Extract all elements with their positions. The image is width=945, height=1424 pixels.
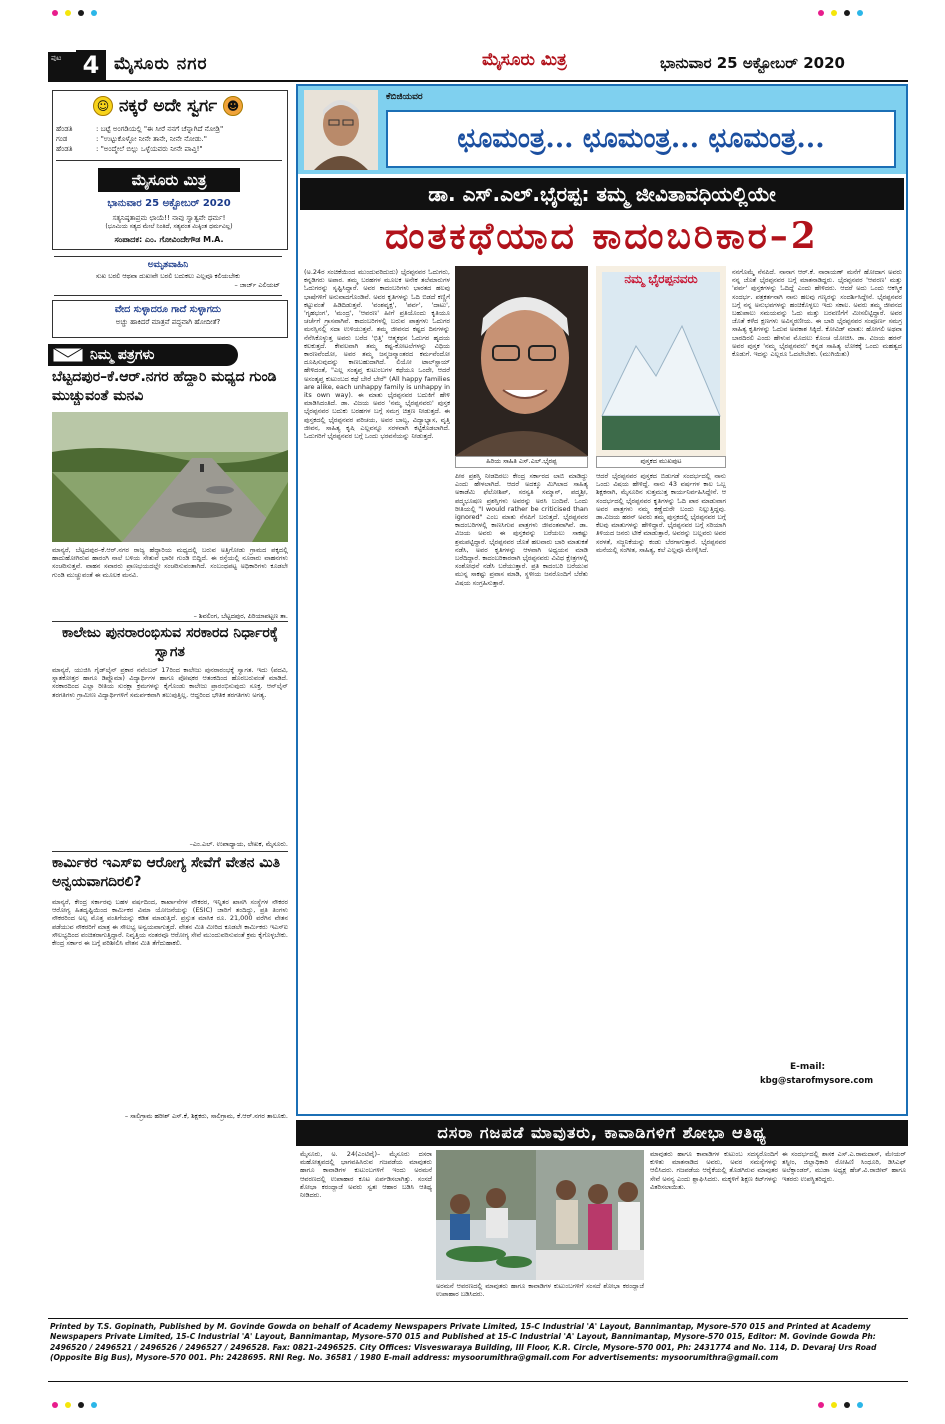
feast-photo-image	[436, 1150, 536, 1280]
article-text: ಪೀಠ ಪ್ರಶಸ್ತಿ ನೀಡದಿರಲು ಕೇಂದ್ರ ಸರ್ಕಾರದ ಲಾಬಿ ಮಾಡಿದ್ದು ಎಂದು ಹೇಳಲಾಗಿದೆ. ಆದರೆ ಅದಕ್ಕೂ ಮಿಗಿಲಾದ ಸಾಹಿತ್ಯ ಅಕಾಡೆಮಿ ಫೆಲೋಶಿಪ್, ಸರಸ್ವತಿ ಸಮ್ಮಾನ್, ಪದ್ಮಶ್ರೀ, ಪದ್ಮಭೂಷಣ ಪ್ರಶಸ್ತಿಗಳು ಅವರನ್ನು ಅರಸಿ ಬಂದಿವೆ. ಒಂದು ರೀತಿಯಲ್ಲಿ "I would rather be criticised than ignored" ಎಂಬ ಮಾತು ನೆನಪಿಗೆ ಬರುತ್ತದೆ. ಭೈರಪ್ಪನವರ ಕಾದಂಬರಿಗಳಲ್ಲಿ ಕಾಣಸಿಗುವ ಪಾತ್ರಗಳು ಜೀವಂತವಾಗಿವೆ. ಡಾ. ವಿಜಯ ಅವರು ಈ ಪುಸ್ತಕವನ್ನು ಬರೆಯಲು ಸಾಕಷ್ಟು ಶ್ರಮಪಟ್ಟಿದ್ದಾರೆ. ಭೈರಪ್ಪನವರ ಜೊತೆ ಹಲವಾರು ಬಾರಿ ಮಾತುಕತೆ ನಡೆಸಿ, ಅವರ ಕೃತಿಗಳನ್ನು ಆಳವಾಗಿ ಅಧ್ಯಯನ ಮಾಡಿ ಬರೆದಿದ್ದಾರೆ. ಕಾದಂಬರಿಕಾರರಾಗಿ ಭೈರಪ್ಪನವರು ವಿವಿಧ ಕ್ಷೇತ್ರಗಳಲ್ಲಿ ಸಂಶೋಧನೆ ನಡೆಸಿ ಬರೆಯುತ್ತಾರೆ. ಪ್ರತಿ ಕಾದಂಬರಿ ಬರೆಯುವ ಮುನ್ನ ಸಾಕಷ್ಟು ಪ್ರವಾಸ ಮಾಡಿ, ಸ್ಥಳೀಯ ಜನರೊಂದಿಗೆ ಬೆರೆತು ವಿಷಯ ಸಂಗ್ರಹಿಸುತ್ತಾರೆ.	[455, 472, 588, 587]
letter-signature: – ಸಾಲಿಗ್ರಾಮ ಹರೀಶ್ ಎಸ್.ಕೆ, ಶಿಕ್ಷಕರು, ಸಾಲಿಗ್ರಾಮ, ಕೆ.ಆರ್.ನಗರ ತಾಲೂಕು.	[124, 1112, 288, 1120]
letters-banner-text: ನಿಮ್ಮ ಪತ್ರಗಳು	[90, 347, 155, 363]
cyan-dot	[91, 10, 97, 16]
laughing-face-icon: ☺	[93, 96, 113, 116]
black-dot	[78, 1402, 84, 1408]
letter-body: ಮಾನ್ಯರೆ, ಕೇಂದ್ರ ಸರ್ಕಾರವು ಬಹಳ ವರ್ಷದಿಂದ, ಕಾರ್ಖಾನೆಗಳ ನೌಕರರ, ಇನ್ನಿತರ ಖಾಸಗಿ ಸಂಸ್ಥೆಗಳ ನೌಕರರ ಆರೋಗ್ಯ ಹಿತದೃಷ್ಟಿಯಿಂದ ಕಾರ್ಮಿಕರ ವಿಮಾ ಯೋಜನೆಯನ್ನು (ESIC) ಜಾರಿಗೆ ತಂದಿದ್ದು, ಪ್ರತಿ ತಿಂಗಳು ನೌಕರರಿಂದ ಅಲ್ಪ ಮೊತ್ತ ವಂತಿಗೆಯನ್ನು ಕಡಿತ ಮಾಡುತ್ತಿದೆ. ಪ್ರಸ್ತುತ ಮಾಸಿಕ ರೂ. 21,000 ವರೆಗಿನ ವೇತನ ಪಡೆಯುವ ನೌಕರರಿಗೆ ಮಾತ್ರ ಈ ಸೌಲಭ್ಯ ಅನ್ವಯವಾಗುತ್ತದೆ. ವೇತನ ಮಿತಿ ಮೀರಿದ ಕೂಡಲೇ ಕಾರ್ಮಿಕರು ಇಎಸ್ಐ ಸೌಲಭ್ಯದಿಂದ ವಂಚಿತರಾಗುತ್ತಿದ್ದಾರೆ. ನಿವೃತ್ತಿಯ ನಂತರವೂ ಆರೋಗ್ಯ ಸೇವೆ ಮುಂದುವರಿಸುವಂತೆ ಕ್ರಮ ಕೈಗೊಳ್ಳಬೇಕು. ಕೇಂದ್ರ ಸರ್ಕಾರ ಈ ಬಗ್ಗೆ ಪರಿಶೀಲಿಸಿ ವೇತನ ಮಿತಿ ತೆಗೆದುಹಾಕಲಿ.	[52, 898, 288, 948]
imprint-text: Printed by T.S. Gopinath, Published by M. Govinde Gowda on behalf of Academy Newspapers Private Limited, 15-C Industrial 'A' Layout, Bannimantap, Mysore-570 015 and Printed at Academy Newspapers Private Limited, 15-C Industrial 'A' Layout, Bannimantap, Mysore-570 015 and Published at 15-C Industrial 'A' Layout, Bannimantap, Mysore-570 015, Editor: M. Govinde Gowda Ph: 2496520 / 2496521 / 2496526 / 2496527 / 2496528. Fax: 0821-2496525. City Offices: Visveswaraya Building, III Floor, K.R. Circle, Mysore-570 001, Ph: 2431774 and No. 114, D. Devaraj Urs Road (Opposite Big Bus), Mysore-570 001. Ph: 2428695. RNI Reg. No. 36581 / 1980 E-mail address: mysoorumithra@gmail.com For advertisements: mysoorumithra@gmail.com	[50, 1322, 877, 1363]
magenta-dot	[52, 10, 58, 16]
dialogue-text: : ಬಟ್ಟೆ ಅಂಗಡಿಯಲ್ಲಿ "ಈ ಸೀರೆ ನನಗೆ ಚೆನ್ನಾಗಿದೆ ನೋಡ್ರಿ"	[96, 125, 224, 133]
yellow-dot	[65, 1402, 71, 1408]
book-cover-image	[596, 266, 726, 456]
dialogue-line	[56, 134, 282, 144]
nakkare-dialogue	[56, 124, 282, 154]
letter-headline: ಕಾಲೇಜು ಪುನರಾರಂಭಿಸುವ ಸರಕಾರದ ನಿರ್ಧಾರಕ್ಕೆ ಸ್ವಾಗತ	[62, 625, 278, 660]
letter-body: ಮಾನ್ಯರೆ, ಬೆಟ್ಟದಪುರ–ಕೆ.ಆರ್.ನಗರ ರಾಜ್ಯ ಹೆದ್ದಾರಿಯ ಮಧ್ಯದಲ್ಲಿ ಬರುವ ಅತ್ತಿಗೋಡು ಗ್ರಾಮದ ಪಕ್ಕದಲ್ಲಿ ಹಾದುಹೋಗಿರುವ ಹಾರಂಗಿ ನಾಲೆ ಬಳಿಯ ಸೇತುವೆ ಭಾರೀ ಗುಂಡಿ ಬಿದ್ದಿದೆ. ಈ ರಸ್ತೆಯಲ್ಲಿ ನೂರಾರು ವಾಹನಗಳು ಸಂಚರಿಸುತ್ತವೆ. ವಾಹನ ಸವಾರರು ಪ್ರಾಣಭಯದಲ್ಲೇ ಸಂಚರಿಸುವಂತಾಗಿದೆ. ಸಂಬಂಧಪಟ್ಟ ಅಧಿಕಾರಿಗಳು ಕೂಡಲೇ ಗುಂಡಿ ಮುಚ್ಚುವಂತೆ ಈ ಮೂಲಕ ಮನವಿ.	[52, 546, 288, 579]
road-photo-image	[52, 412, 288, 542]
dialogue-text: : "ಉಟ್ಟುಕೊಳ್ಳೋ ನೀನೇ ತಾನೇ, ನೀನೇ ನೋಡು."	[96, 135, 207, 143]
dasara-text: ಮಾವುತರು ಹಾಗೂ ಕಾವಾಡಿಗಳ ಕುಟುಂಬ ಸದಸ್ಯರೊಂದಿಗೆ ಕುಳಿತು ಮಾತನಾಡಿದ ಅವರು, ಅವರ ಸಮಸ್ಯೆಗಳನ್ನು ಆಲಿಸಿದರು. ಗಜಪಡೆಯ ಆರೈಕೆಯಲ್ಲಿ ತೊಡಗಿರುವ ಮಾವುತರ ಸೇವೆ ಅನನ್ಯ ಎಂದು ಶ್ಲಾಘಿಸಿದರು. ಮಕ್ಕಳಿಗೆ ಶಿಕ್ಷಣ ಕಿಟ್‌ಗಳನ್ನು ವಿತರಿಸಲಾಯಿತು.	[650, 1150, 778, 1191]
issue-date: ಭಾನುವಾರ 25 ಅಕ್ಟೋಬರ್ 2020	[660, 54, 845, 72]
editor-line: ಸಂಪಾದಕ: ಎಂ. ಗೋವಿಂದೇಗೌಡ M.A.	[114, 235, 224, 244]
nakkare-title	[54, 96, 282, 120]
author-portrait-image	[455, 266, 588, 456]
amrita-title: ಅಮೃತವಾಹಿನಿ	[147, 260, 189, 270]
mini-masthead-tagline: ಸತ್ಯನಿಷ್ಠತಾಪ್ರಮ ಛಾಯೆ!! ನಾವು ಸ್ವಾತ್ವವೇ ಧರ್ಮ!	[112, 214, 226, 222]
serving-photo-image	[536, 1150, 644, 1280]
article-text: ನನಗೊಮ್ಮೆ ನೆನಪಿದೆ. ನಾನಾಗ ಆರ್.ಕೆ. ನಾರಾಯಣ್ ಮನೆಗೆ ಹೋದಾಗ ಅವರು ನನ್ನ ಜೊತೆ ಭೈರಪ್ಪನವರ ಬಗ್ಗೆ ಮಾತನಾಡಿದ್ದರು. ಭೈರಪ್ಪನವರ 'ಆವರಣ' ಮತ್ತು 'ಪರ್ವ' ಪುಸ್ತಕಗಳನ್ನು ಓದಿದ್ದೆ ಎಂದು ಹೇಳಿದರು. ಆದರೆ ಅದು ಒಂದು ಆಕಸ್ಮಿಕ ಸಂದರ್ಭ. ಪತ್ರಕರ್ತನಾಗಿ ನಾನು ಹಲವು ಗಣ್ಯರನ್ನು ಸಂದರ್ಶಿಸಿದ್ದೇನೆ. ಭೈರಪ್ಪನವರ ಬಗ್ಗೆ ನನ್ನ ಅನುಭವಗಳನ್ನು ಹಂಚಿಕೊಳ್ಳಲು ಇದು ಸಕಾಲ. ಅವರು ತಮ್ಮ ಜೀವನದ ಬಹುಪಾಲು ಸಮಯವನ್ನು ಓದು ಮತ್ತು ಬರವಣಿಗೆಗೆ ಮೀಸಲಿಟ್ಟಿದ್ದಾರೆ. ಅವರ ಜೊತೆ ಕಳೆದ ಕ್ಷಣಗಳು ಅವಿಸ್ಮರಣೀಯ. ಈ ಬಾರಿ ಭೈರಪ್ಪನವರ ಸಂಪೂರ್ಣ ಸಮಗ್ರ ಸಾಹಿತ್ಯ ಕೃತಿಗಳನ್ನು ಓದುವ ಅವಕಾಶ ಸಿಕ್ಕಿದೆ. ಕೋವಿಡ್ ಮಾತು: ಹೋಗಲಿ ಅಥವಾ ಬಾರದಿರಲಿ ಎಂದು ಹೇಳುವ ಮೊದಲು ಕೊಂಚ ಯೋಚಿಸಿ. ಡಾ. ವಿಜಯ ಹರನ್ ಅವರ ಪುಸ್ತಕ 'ನಮ್ಮ ಭೈರಪ್ಪನವರು' ಕನ್ನಡ ಸಾಹಿತ್ಯ ಲೋಕಕ್ಕೆ ಒಂದು ಮಹತ್ವದ ಕೊಡುಗೆ. ಇದನ್ನು ಎಲ್ಲರೂ ಓದಲೇಬೇಕು. (ಮುಗಿಯಿತು)	[732, 268, 902, 359]
columnist-photo	[304, 90, 378, 170]
feature-subheadline: ದಂತಕಥೆಯಾದ ಕಾದಂಬರಿಕಾರ–2	[385, 215, 819, 257]
dasara-photo-caption: ಅರಮನೆ ಆವರಣದಲ್ಲಿ ಮಾವುತರು ಹಾಗೂ ಕಾವಾಡಿಗಳ ಕುಟುಂಬಗಳಿಗೆ ಸಂಸದೆ ಶೋಭಾ ಕರಂದ್ಲಾಜೆ ಉಪಾಹಾರ ಬಡಿಸಿದರು.	[436, 1282, 644, 1299]
imprint-footer	[48, 1318, 908, 1382]
article-column-4	[732, 268, 902, 1028]
letter-headline: ಬೆಟ್ಟದಪುರ–ಕೆ.ಆರ್.ನಗರ ಹೆದ್ದಾರಿ ಮಧ್ಯದ ಗುಂಡಿ ಮುಚ್ಚುವಂತೆ ಮನವಿ	[52, 369, 277, 404]
veda-title: ವೇದ ಸುಳ್ಳಾದರೂ ಗಾದೆ ಸುಳ್ಳಾಗದು	[114, 304, 222, 315]
feature-headline: ಡಾ. ಎಸ್.ಎಲ್.ಭೈರಪ್ಪ: ತಮ್ಮ ಜೀವಿತಾವಧಿಯಲ್ಲಿಯೇ	[300, 178, 904, 210]
mini-masthead-subtag: (ಭೂಮಿಯ ಸತ್ಯದ ಮೇಲೆ ನಿಂತಿದೆ, ಸತ್ಯವಂತ ಮಿಕ್ಕಿಂತ ಧರ್ಮವಿಲ್ಲ)	[105, 223, 233, 230]
article-column-1	[304, 268, 450, 1084]
yellow-dot	[831, 10, 837, 16]
author-email-link[interactable]: kbg@starofmysore.com	[760, 1076, 874, 1086]
article-text: ಆದರೆ ಭೈರಪ್ಪನವರ ಪುಸ್ತಕದ ಬಿಡುಗಡೆ ಸಂದರ್ಭದಲ್ಲಿ ನಾನು ಒಂದು ವಿಷಯ ಹೇಳಿದ್ದೆ. ನಾನು 43 ವರ್ಷಗಳ ಕಾಲ ಒಬ್ಬ ಶಿಕ್ಷಕನಾಗಿ, ಮೈಸೂರಿನ ಸುತ್ತಮುತ್ತ ಕಾರ್ಯನಿರ್ವಹಿಸಿದ್ದೇನೆ. ಆ ಸಂದರ್ಭದಲ್ಲಿ ಭೈರಪ್ಪನವರ ಕೃತಿಗಳನ್ನು ಓದಿ ಪಾಠ ಮಾಡುವಾಗ ಅವರ ಪಾತ್ರಗಳು ನಮ್ಮ ಕಣ್ಣೆದುರೇ ಬಂದು ನಿಲ್ಲುತ್ತಿದ್ದವು. ಡಾ.ವಿಜಯ ಹರನ್ ಅವರು ತಮ್ಮ ಪುಸ್ತಕದಲ್ಲಿ ಭೈರಪ್ಪನವರ ಬಗ್ಗೆ ಕೆಲವು ಮಾತುಗಳನ್ನು ಹೇಳಿದ್ದಾರೆ. ಭೈರಪ್ಪನವರ ಬಗ್ಗೆ ಸರಿಯಾಗಿ ತಿಳಿಯದ ಜನರು ಟೀಕೆ ಮಾಡುತ್ತಾರೆ, ಅವರನ್ನು ಬಲ್ಲವರು ಅವರ ಸರಳತೆ, ಸಜ್ಜನಿಕೆಯನ್ನು ಕಂಡು ಬೆರಗಾಗುತ್ತಾರೆ. ಭೈರಪ್ಪನವರ ಮನೆಯಲ್ಲಿ ಸಂಗೀತ, ಸಾಹಿತ್ಯ, ಕಲೆ ಎಲ್ಲವೂ ಮೇಳೈಸಿದೆ.	[596, 472, 726, 554]
portrait-caption: ಹಿರಿಯ ಸಾಹಿತಿ ಎಸ್.ಎಲ್.ಭೈರಪ್ಪ	[455, 456, 588, 468]
book-cover-photo	[596, 266, 726, 456]
black-dot	[78, 10, 84, 16]
black-dot	[844, 1402, 850, 1408]
page-label: ಪುಟ	[48, 52, 76, 80]
registration-marks	[52, 1402, 97, 1408]
letter-headline: ಕಾರ್ಮಿಕರ ಇಎಸ್ಐ ಆರೋಗ್ಯ ಸೇವೆಗೆ ವೇತನ ಮಿತಿ ಅನ್ವಯವಾಗದಿರಲಿ?	[52, 855, 281, 890]
road-pothole-photo	[52, 412, 288, 542]
dialogue-text: : "ಅಂದ್ಮೇಲೆ ಬಿಲ್ಲು ಒಳ್ಳೆಯವರು ನೀನೇ ಪಾವ್ತಿ!"	[96, 145, 203, 153]
email-label: E-mail:	[790, 1062, 826, 1072]
speaker: ಗಂಡ	[56, 135, 68, 143]
columnist-label: ಕೆಬಿಜಿಯವರ	[386, 92, 423, 102]
dialogue-line	[56, 124, 282, 134]
magenta-dot	[52, 1402, 58, 1408]
dasara-text: ಈ ಸಂದರ್ಭದಲ್ಲಿ ಶಾಸಕ ಎಸ್.ಎ.ರಾಮದಾಸ್, ಮೇಯರ್ ತಸ್ನೀಂ, ಜಿಲ್ಲಾಧಿಕಾರಿ ರೋಹಿಣಿ ಸಿಂಧೂರಿ, ಡಿಸಿಎಫ್ ಅಲೆಕ್ಸಾಂಡರ್, ಮುಡಾ ಅಧ್ಯಕ್ಷ ಹೆಚ್.ವಿ.ರಾಜೀವ್ ಹಾಗೂ ಇತರರು ಉಪಸ್ಥಿತರಿದ್ದರು.	[782, 1150, 906, 1183]
veda-text: ಅಚ್ಚು ಹಾಕಿದರೆ ಮಾತ್ರವೆ ಪದ್ಧವಾಗಿ ಹೋದೀತೆ?	[115, 318, 221, 326]
registration-marks	[818, 1402, 863, 1408]
dialogue-line	[56, 144, 282, 154]
divider	[56, 160, 282, 161]
divider	[52, 621, 288, 622]
mini-masthead-date: ಭಾನುವಾರ 25 ಅಕ್ಟೋಬರ್ 2020	[107, 198, 231, 209]
registration-marks	[818, 10, 863, 16]
amrita-quote: ಸುಖ ಬರಲಿ ಆಥವಾ ದುಖಃವೇ ಬರಲಿ ಬದುಕಲು ಎಲ್ಲವೂ ಕಲಿಯಬೇಕು	[95, 272, 241, 280]
cyan-dot	[91, 1402, 97, 1408]
cyan-dot	[857, 1402, 863, 1408]
article-column-3	[596, 472, 726, 1064]
letter-signature: – ಶಿವಲಿಂಗ, ಬೆಟ್ಟದಪುರ, ಪಿರಿಯಾಪಟ್ಟಣ ತಾ.	[193, 612, 288, 620]
dasara-headline: ದಸರಾ ಗಜಪಡೆ ಮಾವುತರು, ಕಾವಾಡಿಗಳಿಗೆ ಶೋಭಾ ಆತಿಥ್ಯ	[296, 1120, 908, 1146]
letter-signature: –ಎಂ.ಎಲ್. ಉಪಾಧ್ಯಾಯ, ಲೇಖಕ, ಮೈಸೂರು.	[189, 840, 288, 848]
cartoon-face-icon: ☻	[223, 96, 243, 116]
envelope-icon	[52, 346, 86, 364]
newspaper-logo: ಮೈಸೂರು ಮಿತ್ರ	[482, 50, 567, 70]
divider	[52, 851, 288, 852]
letter-body: ಮಾನ್ಯರೆ, ಯುಜಿಸಿ ಗೈಡ್‌ಲೈನ್ ಪ್ರಕಾರ ನವೆಂಬರ್ 17ರಿಂದ ಕಾಲೇಜು ಪುನರಾರಂಭಕ್ಕೆ ಸ್ವಾಗತ. ಇದು (ಪದವಿ, ಸ್ನಾತಕೋತ್ತರ ಹಾಗೂ ಡಿಪ್ಲೊಮಾ) ವಿದ್ಯಾರ್ಥಿಗಳ ಹಾಗೂ ಪೋಷಕರ ಆತಂಕದಿಂದ ಹೊರಬರುವಂತೆ ಮಾಡಿದೆ. ಸರಕಾರದಿಂದ ಎಲ್ಲಾ ರೀತಿಯ ಸುರಕ್ಷಾ ಕ್ರಮಗಳನ್ನು ಕೈಗೊಂಡು ಕಾಲೇಜು ಪ್ರಾರಂಭಿಸುವುದು ಸೂಕ್ತ. ಆನ್‌ಲೈನ್ ತರಗತಿಗಳು ಗ್ರಾಮೀಣ ವಿದ್ಯಾರ್ಥಿಗಳಿಗೆ ಸಮರ್ಪಕವಾಗಿ ತಲುಪುತ್ತಿಲ್ಲ. ಆದ್ದರಿಂದ ಭೌತಿಕ ತರಗತಿಗಳು ಅಗತ್ಯ.	[52, 666, 288, 699]
amrita-author: – ಜಾರ್ಜ್ ಎಲಿಯಟ್	[234, 281, 280, 289]
book-cover-caption: ಪುಸ್ತಕದ ಮುಖಪುಟ	[596, 456, 726, 468]
columnist-portrait	[304, 90, 378, 170]
speaker: ಹೆಂಡತಿ	[56, 125, 73, 133]
speaker: ಹೆಂಡತಿ	[56, 145, 73, 153]
author-portrait-photo	[455, 266, 588, 456]
section-title: ಮೈಸೂರು ನಗರ	[114, 54, 208, 74]
cyan-dot	[857, 10, 863, 16]
mini-masthead-logo: ಮೈಸೂರು ಮಿತ್ರ	[98, 168, 240, 192]
dasara-photo-serving	[536, 1150, 644, 1280]
article-text: (ಅ.24ರ ಸಂಚಿಕೆಯಿಂದ ಮುಂದುವರಿದುದು) ಭೈರಪ್ಪನವರ ಓದುಗರು, ಕನ್ನಡಿಗರು ಅಪಾರ. ತಮ್ಮ ಬರಹಗಳ ಮೂಲಕ ಅನೇಕ ತಲೆಮಾರುಗಳ ಓದುಗರನ್ನು ಸೃಷ್ಟಿಸಿದ್ದಾರೆ. ಅವರ ಕಾದಂಬರಿಗಳು ಭಾರತದ ಹಲವು ಭಾಷೆಗಳಿಗೆ ಅನುವಾದಗೊಂಡಿವೆ. ಅವರ ಕೃತಿಗಳನ್ನು ಓದಿ ಬಿಡದೆ ಕಣ್ಣಿಗೆ ಕಟ್ಟುವಂತೆ ಹಿಡಿದಿಡುತ್ತವೆ. 'ವಂಶವೃಕ್ಷ', 'ಪರ್ವ', 'ದಾಟು', 'ಗೃಹಭಂಗ', 'ಮಂದ್ರ', 'ಆವರಣ' ಹೀಗೆ ಪ್ರತಿಯೊಂದು ಕೃತಿಯೂ ಚರ್ಚೆಗೆ ಗ್ರಾಸವಾಗಿವೆ. ಕಾದಂಬರಿಗಳಲ್ಲಿ ಬರುವ ಪಾತ್ರಗಳು ಓದುಗರ ಮನಸ್ಸಿನಲ್ಲಿ ಸದಾ ಉಳಿಯುತ್ತವೆ. ತಮ್ಮ ಜೀವನದ ಕಷ್ಟದ ದಿನಗಳನ್ನು ನೆನೆಸಿಕೊಳ್ಳುತ್ತ ಅವರು ಬರೆದ 'ಭಿತ್ತಿ' ಆತ್ಮಕಥನ ಓದುಗರ ಹೃದಯ ಕಲಕುತ್ತದೆ. ಕೇವಲವಾಗಿ ತಮ್ಮ ಕಷ್ಟ-ಕೋಟಲೆಗಳನ್ನು ವಿಧಿಯ ಕಾರಣವೆಂದೋ, ಅವರ ತಮ್ಮ ಜನ್ಮಜನ್ಮಾಂತರದ ಕರ್ಮವೆಂದೋ ದೂಷಿಸುವುದನ್ನು ಕಾಣಬಹುದಾಗಿದೆ. ಲಿಯೋ ಟಾಲ್‌ಸ್ಟಾಯ್ ಹೇಳಿದಂತೆ, "ಎಲ್ಲ ಸಂತೃಪ್ತ ಕುಟುಂಬಗಳ ಕಥೆಯೂ ಒಂದೇ, ಆದರೆ ಅಸಂತೃಪ್ತ ಕುಟುಂಬದ ಕಥೆ ಬೇರೆ ಬೇರೆ" (All happy families are alike, each unhappy family is unhappy in its own way). ಈ ಮಾತು ಭೈರಪ್ಪನವರ ಬದುಕಿಗೆ ಹೇಳಿ ಮಾಡಿಸಿದಂತಿದೆ. ಡಾ. ವಿಜಯ ಅವರ 'ನಮ್ಮ ಭೈರಪ್ಪನವರು' ಪುಸ್ತಕ ಭೈರಪ್ಪನವರ ಬದುಕು ಬರಹಗಳ ಬಗ್ಗೆ ಸಮಗ್ರ ಚಿತ್ರಣ ನೀಡುತ್ತದೆ. ಈ ಪುಸ್ತಕದಲ್ಲಿ ಭೈರಪ್ಪನವರ ಪರಿಚಯ, ಅವರ ಬಾಲ್ಯ, ವಿದ್ಯಾಭ್ಯಾಸ, ವೃತ್ತಿ ಜೀವನ, ಸಾಹಿತ್ಯ ಕೃಷಿ ಎಲ್ಲವನ್ನೂ ಸರಳವಾಗಿ ಕಟ್ಟಿಕೊಡಲಾಗಿದೆ. ಓದುಗರಿಗೆ ಭೈರಪ್ಪನವರ ಬಗ್ಗೆ ಒಂದು ಭರವಸೆಯನ್ನು ನೀಡುತ್ತದೆ.	[304, 268, 450, 441]
column-title: ಛೂಮಂತ್ರ... ಛೂಮಂತ್ರ... ಛೂಮಂತ್ರ...	[386, 110, 896, 168]
magenta-dot	[818, 1402, 824, 1408]
magenta-dot	[818, 10, 824, 16]
black-dot	[844, 10, 850, 16]
nakkare-title-text: ನಕ್ಕರೆ ಅದೇ ಸ್ವರ್ಗ	[118, 96, 218, 116]
dasara-photo-feast	[436, 1150, 536, 1280]
book-cover-title: ನಮ್ಮ ಭೈರಪ್ಪನವರು	[624, 272, 698, 286]
registration-marks	[52, 10, 97, 16]
yellow-dot	[831, 1402, 837, 1408]
yellow-dot	[65, 10, 71, 16]
dasara-text: ಮೈಸೂರು, ಅ. 24(ಎಂಟಿವೈ)– ಮೈಸೂರು ದಸರಾ ಮಹೋತ್ಸವದಲ್ಲಿ ಭಾಗವಹಿಸಿರುವ ಗಜಪಡೆಯ ಮಾವುತರು ಹಾಗೂ ಕಾವಾಡಿಗಳ ಕುಟುಂಬಗಳಿಗೆ ಇಂದು ಅರಮನೆ ಆವರಣದಲ್ಲಿ ಉಪಾಹಾರ ಕೂಟ ಏರ್ಪಡಿಸಲಾಗಿತ್ತು. ಸಂಸದೆ ಶೋಭಾ ಕರಂದ್ಲಾಜೆ ಅವರು ಸ್ವತಃ ಆಹಾರ ಬಡಿಸಿ ಆತಿಥ್ಯ ನೀಡಿದರು.	[300, 1150, 432, 1200]
article-column-2	[455, 472, 588, 1082]
page-number: 4	[76, 50, 106, 80]
